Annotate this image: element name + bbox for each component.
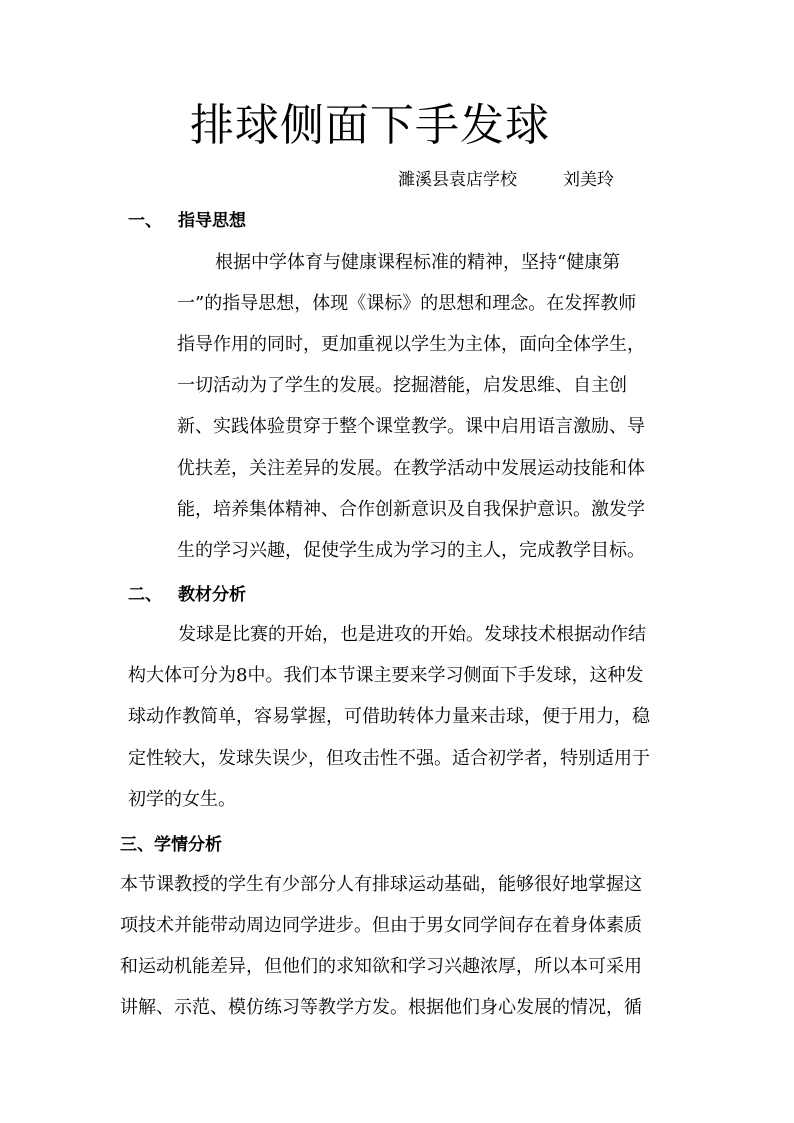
section-number: 二、 — [128, 585, 162, 605]
section-title: 指导思想 — [178, 211, 246, 231]
section-title: 三、学情分析 — [120, 835, 222, 855]
paragraph-line: 生的学习兴趣，促使学生成为学习的主人，完成教学目标。 — [177, 540, 645, 561]
paragraph-line: 根据中学体育与健康课程标准的精神，坚持“健康第 — [215, 252, 621, 273]
paragraph-line: 新、实践体验贯穿于整个课堂教学。课中启用语言激励、导 — [177, 416, 645, 437]
paragraph-line: 初学的女生。 — [128, 789, 236, 810]
paragraph-line: 发球是比赛的开始，也是进攻的开始。发球技术根据动作结 — [178, 624, 646, 645]
paragraph-line: 指导作用的同时，更加重视以学生为主体，面向全体学生， — [177, 334, 645, 355]
paragraph-line: 定性较大，发球失误少，但攻击性不强。适合初学者，特别适用于 — [128, 748, 650, 769]
school-name: 濉溪县袁店学校 — [398, 170, 517, 190]
paragraph-line: 讲解、示范、模仿练习等教学方发。根据他们身心发展的情况，循 — [120, 997, 642, 1018]
paragraph-line: 本节课教授的学生有少部分人有排球运动基础，能够很好地掌握这 — [120, 874, 642, 895]
paragraph-line: 项技术并能带动周边同学进步。但由于男女同学间存在着身体素质 — [120, 915, 642, 936]
paragraph-line: 一切活动为了学生的发展。挖掘潜能，启发思维、自主创 — [177, 375, 627, 396]
paragraph-line: 球动作教简单，容易掌握，可借助转体力量来击球，便于用力，稳 — [128, 706, 650, 727]
section-heading-material-analysis — [128, 582, 246, 608]
byline — [398, 168, 614, 192]
author-name: 刘美玲 — [563, 170, 614, 190]
paragraph-line: 和运动机能差异，但他们的求知欲和学习兴趣浓厚，所以本可采用 — [120, 956, 642, 977]
document-title: 排球侧面下手发球 — [190, 100, 550, 151]
section-number: 一、 — [128, 211, 162, 231]
section-title: 教材分析 — [178, 585, 246, 605]
paragraph-line: 一”的指导思想，体现《课标》的思想和理念。在发挥教师 — [177, 293, 637, 314]
paragraph-line: 能，培养集体精神、合作创新意识及自我保护意识。激发学 — [177, 499, 645, 520]
paragraph-line: 构大体可分为8中。我们本节课主要来学习侧面下手发球，这种发 — [128, 665, 644, 686]
section-heading-guiding-ideology — [128, 208, 246, 234]
section-heading-learner-analysis — [120, 832, 222, 858]
paragraph-line: 优扶差，关注差异的发展。在教学活动中发展运动技能和体 — [177, 458, 645, 479]
